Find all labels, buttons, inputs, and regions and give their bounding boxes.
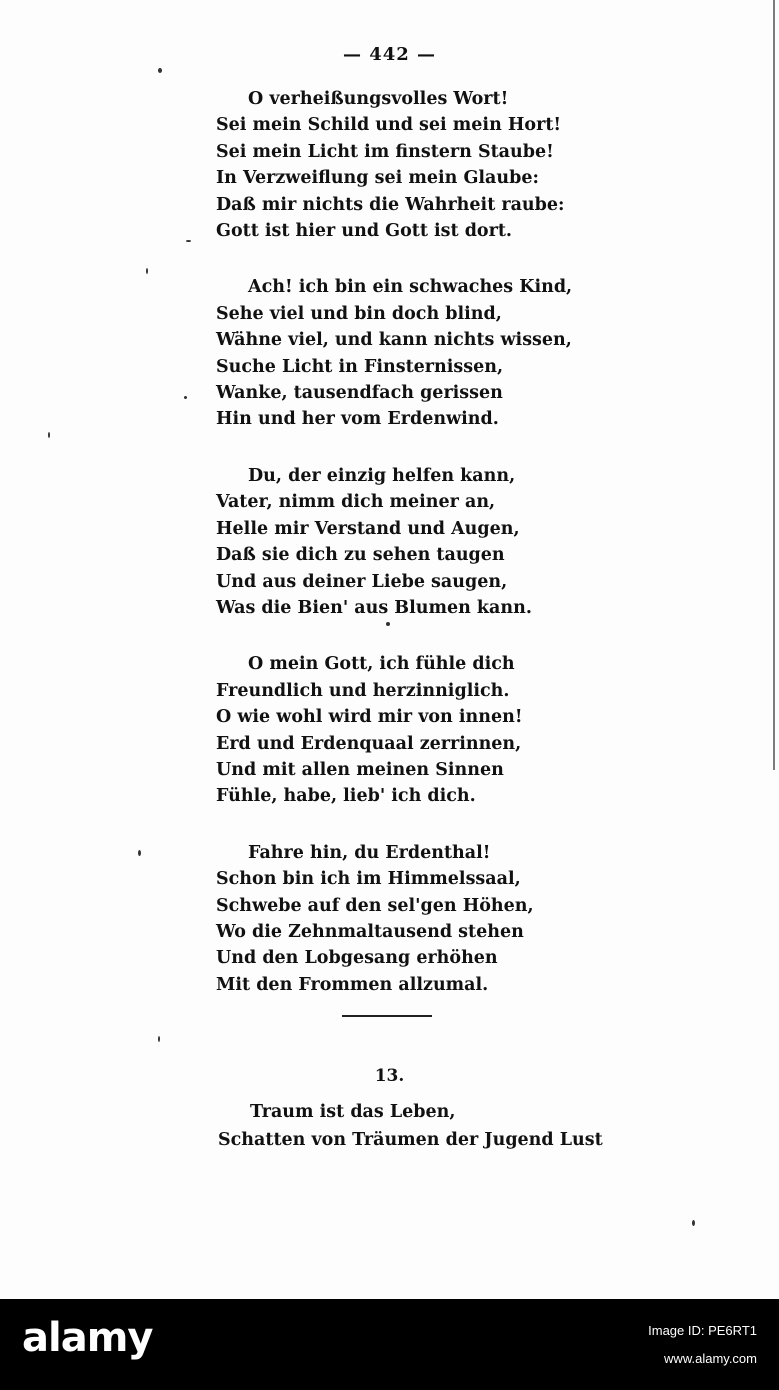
- poem-line: Ach! ich bin ein schwaches Kind,: [248, 277, 573, 298]
- poem-line: Und aus deiner Liebe saugen,: [216, 571, 508, 592]
- poem-line: Was die Bien' aus Blumen kann.: [216, 597, 532, 618]
- poem-line: Sehe viel und bin doch blind,: [216, 303, 502, 324]
- watermark-banner: [0, 1299, 779, 1390]
- stanza-1: [216, 86, 576, 244]
- ink-speck: [48, 432, 50, 438]
- ink-speck: [184, 396, 187, 399]
- ink-speck: [186, 240, 191, 242]
- poem-line: Helle mir Verstand und Augen,: [216, 518, 520, 539]
- poem-line: Hin und her vom Erdenwind.: [216, 409, 499, 430]
- alamy-logo: alamy: [22, 1315, 153, 1361]
- ink-speck: [138, 850, 141, 856]
- stanza-2: [216, 274, 576, 432]
- poem-line: In Verzweiflung sei mein Glaube:: [216, 168, 539, 189]
- poem-line: Schatten von Träumen der Jugend Lust: [218, 1130, 603, 1150]
- poem-line: Freundlich und herzinniglich.: [216, 680, 510, 701]
- ink-speck: [158, 68, 162, 73]
- poem-line: O wie wohl wird mir von innen!: [216, 707, 523, 728]
- poem-line: Sei mein Licht im finstern Staube!: [216, 141, 554, 162]
- poem-line: Schon bin ich im Himmelssaal,: [216, 869, 521, 890]
- poem-line: Traum ist das Leben,: [250, 1102, 456, 1122]
- poem-line: Schwebe auf den sel'gen Höhen,: [216, 895, 534, 916]
- poem: [216, 86, 576, 1028]
- ink-speck: [158, 1036, 160, 1042]
- next-poem-opening: [218, 1098, 618, 1154]
- section-divider: [342, 1015, 432, 1017]
- site-url: www.alamy.com: [664, 1351, 757, 1366]
- poem-line: Sei mein Schild und sei mein Hort!: [216, 115, 562, 136]
- poem-line: Fühle, habe, lieb' ich dich.: [216, 786, 476, 807]
- section-number: 13.: [374, 1066, 405, 1086]
- ink-speck: [386, 622, 390, 626]
- poem-line: Daß mir nichts die Wahrheit raube:: [216, 194, 565, 215]
- poem-line: O mein Gott, ich fühle dich: [248, 654, 515, 675]
- image-id-label: Image ID: PE6RT1: [648, 1323, 757, 1338]
- stanza-3: [216, 463, 576, 621]
- ink-speck: [692, 1220, 695, 1226]
- poem-line: Erd und Erdenquaal zerrinnen,: [216, 733, 522, 754]
- poem-line: Wanke, tausendfach gerissen: [216, 383, 503, 404]
- poem-line: Suche Licht in Finsternissen,: [216, 356, 504, 377]
- ink-speck: [146, 268, 148, 274]
- poem-line: O verheißungsvolles Wort!: [248, 89, 509, 109]
- poem-line: Gott ist hier und Gott ist dort.: [216, 221, 513, 242]
- stanza-5: [216, 840, 576, 998]
- stanza-4: [216, 651, 576, 809]
- poem-line: Vater, nimm dich meiner an,: [216, 492, 496, 513]
- page-number: — 442 —: [342, 44, 437, 65]
- poem-line: Und den Lobgesang erhöhen: [216, 948, 498, 969]
- poem-line: Wo die Zehnmaltausend stehen: [216, 921, 524, 942]
- page-edge-shadow: [773, 0, 775, 770]
- poem-line: Mit den Frommen allzumal.: [216, 974, 489, 995]
- poem-line: Daß sie dich zu sehen taugen: [216, 545, 505, 566]
- poem-line: Fahre hin, du Erdenthal!: [248, 842, 491, 863]
- poem-line: Wähne viel, und kann nichts wissen,: [216, 330, 572, 351]
- poem-line: Und mit allen meinen Sinnen: [216, 759, 504, 780]
- poem-line: Du, der einzig helfen kann,: [248, 465, 516, 486]
